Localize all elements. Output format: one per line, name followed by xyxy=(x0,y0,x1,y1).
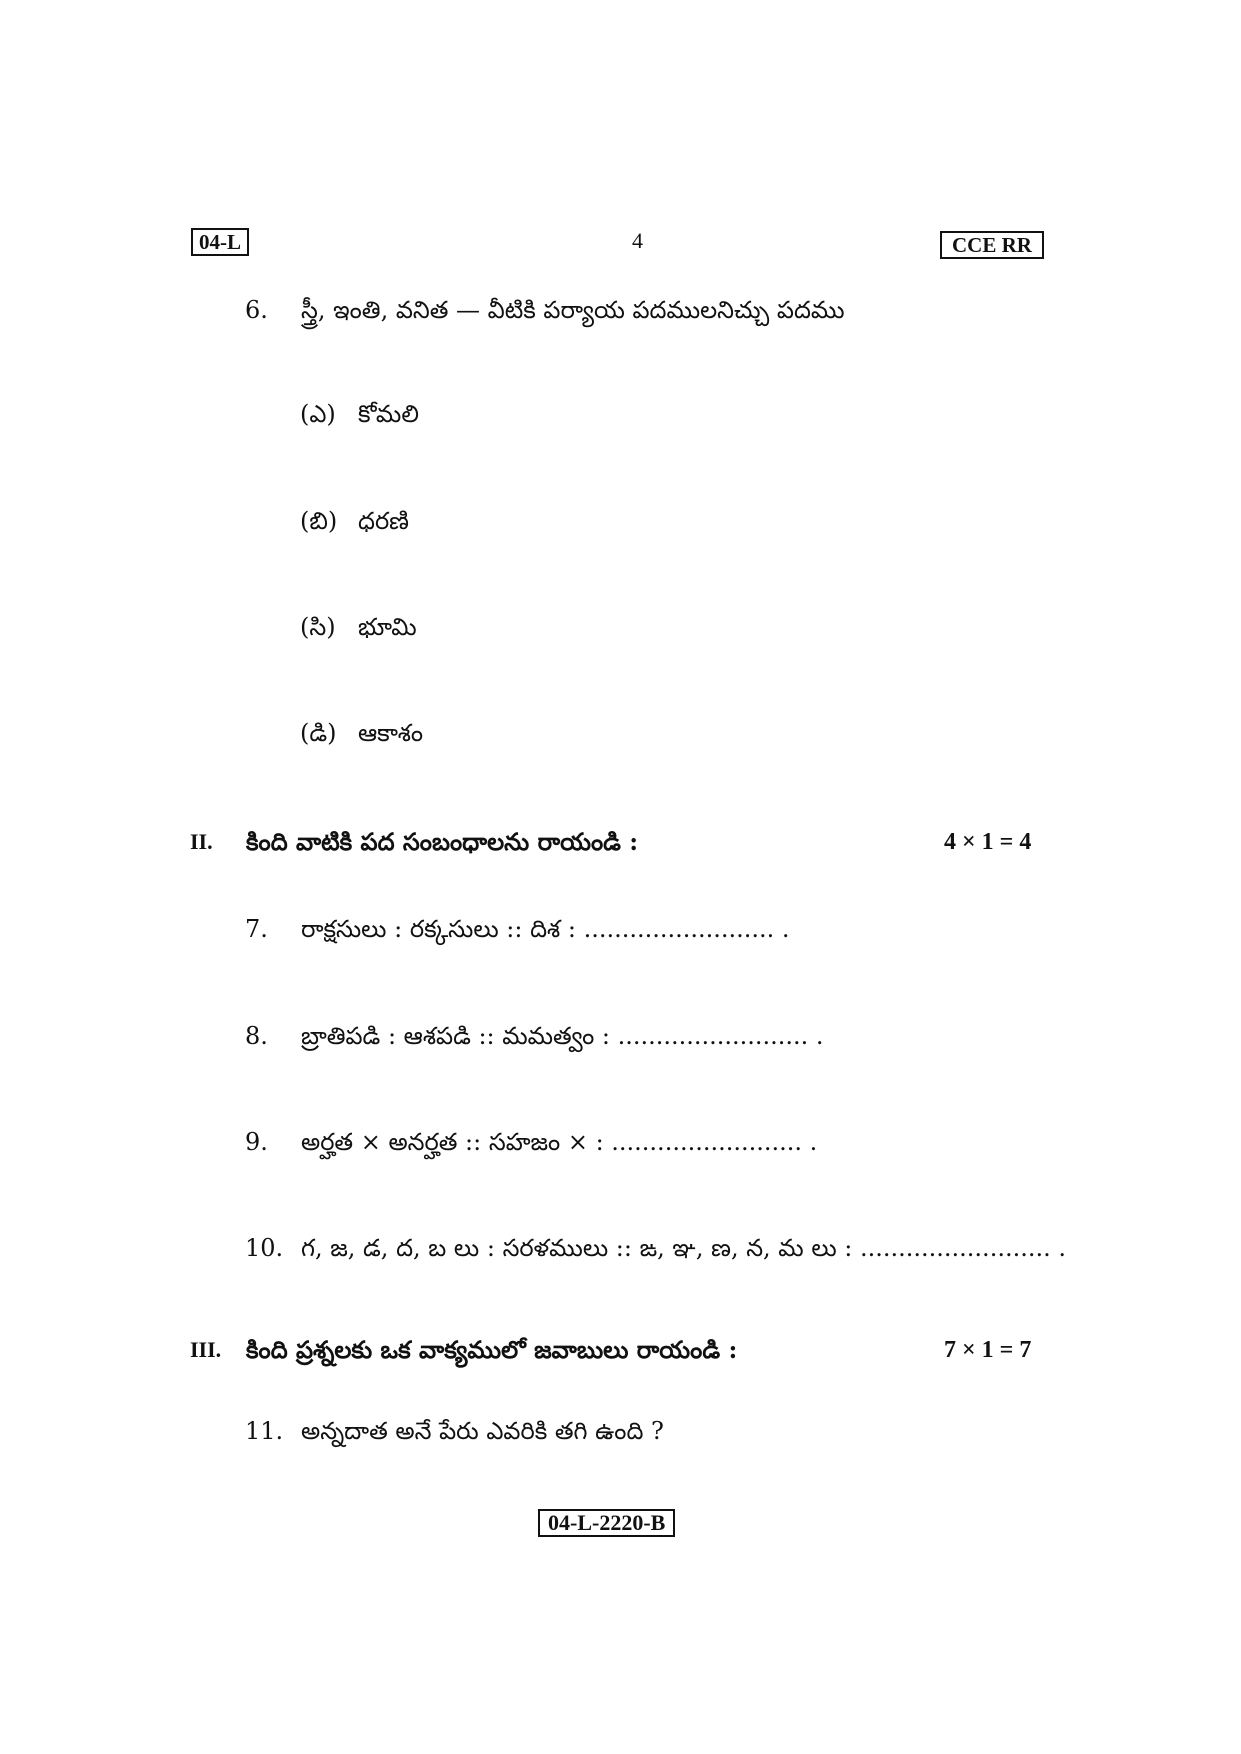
question-number: 8. xyxy=(245,1022,268,1050)
question-number: 11. xyxy=(245,1417,284,1445)
option-label: (డి) xyxy=(300,719,337,747)
question-6 xyxy=(245,294,845,326)
option-text: ధరణి xyxy=(358,507,409,535)
paper-code-left: 04-L xyxy=(191,228,249,256)
question-text: అన్నదాత అనే పేరు ఎవరికి తగి ఉంది ? xyxy=(301,1417,664,1445)
option-b xyxy=(300,504,409,538)
question-text: గ, జ, డ, ద, బ లు : సరళములు :: ఙ, ఞ, ణ, న, మ లు : ......................... . xyxy=(301,1234,1066,1262)
option-text: ఆకాశం xyxy=(358,719,424,747)
section-2-number: II. xyxy=(190,829,213,854)
paper-code-footer: 04-L-2220-B xyxy=(538,1509,675,1537)
option-c xyxy=(300,610,417,644)
option-label: (బి) xyxy=(300,507,338,535)
question-text: స్త్రీ, ఇంతి, వనిత — వీటికి పర్యాయ పదములనిచ్చు పదము xyxy=(301,296,845,324)
question-10 xyxy=(245,1232,1066,1264)
question-9 xyxy=(245,1126,817,1158)
question-text: బ్రాతిపడి : ఆశపడి :: మమత్వం : ......................... . xyxy=(301,1022,824,1050)
page-number: 4 xyxy=(632,228,643,253)
section-3-number: III. xyxy=(190,1337,222,1362)
option-a xyxy=(300,397,419,431)
paper-code-right: CCE RR xyxy=(940,231,1044,259)
question-11 xyxy=(245,1415,664,1447)
question-8 xyxy=(245,1020,824,1052)
question-text: అర్హత × అనర్హత :: సహజం × : ......................... . xyxy=(301,1128,818,1156)
question-text: రాక్షసులు : రక్కసులు :: దిశ : ......................... . xyxy=(301,915,790,943)
section-2-title: కింది వాటికి పద సంబంధాలను రాయండి : xyxy=(246,827,639,856)
question-number: 10. xyxy=(245,1234,284,1262)
option-text: కోమలి xyxy=(358,400,419,428)
section-3-marks: 7 × 1 = 7 xyxy=(944,1337,1032,1363)
option-label: (సి) xyxy=(300,613,336,641)
section-3-title: కింది ప్రశ్నలకు ఒక వాక్యములో జవాబులు రాయండి : xyxy=(246,1335,738,1364)
option-label: (ఎ) xyxy=(300,400,336,428)
question-number: 7. xyxy=(245,915,268,943)
section-2-marks: 4 × 1 = 4 xyxy=(944,829,1032,855)
question-number: 9. xyxy=(245,1128,268,1156)
option-text: భూమి xyxy=(358,613,417,641)
option-d xyxy=(300,716,423,750)
question-number: 6. xyxy=(245,296,268,324)
question-7 xyxy=(245,913,790,945)
